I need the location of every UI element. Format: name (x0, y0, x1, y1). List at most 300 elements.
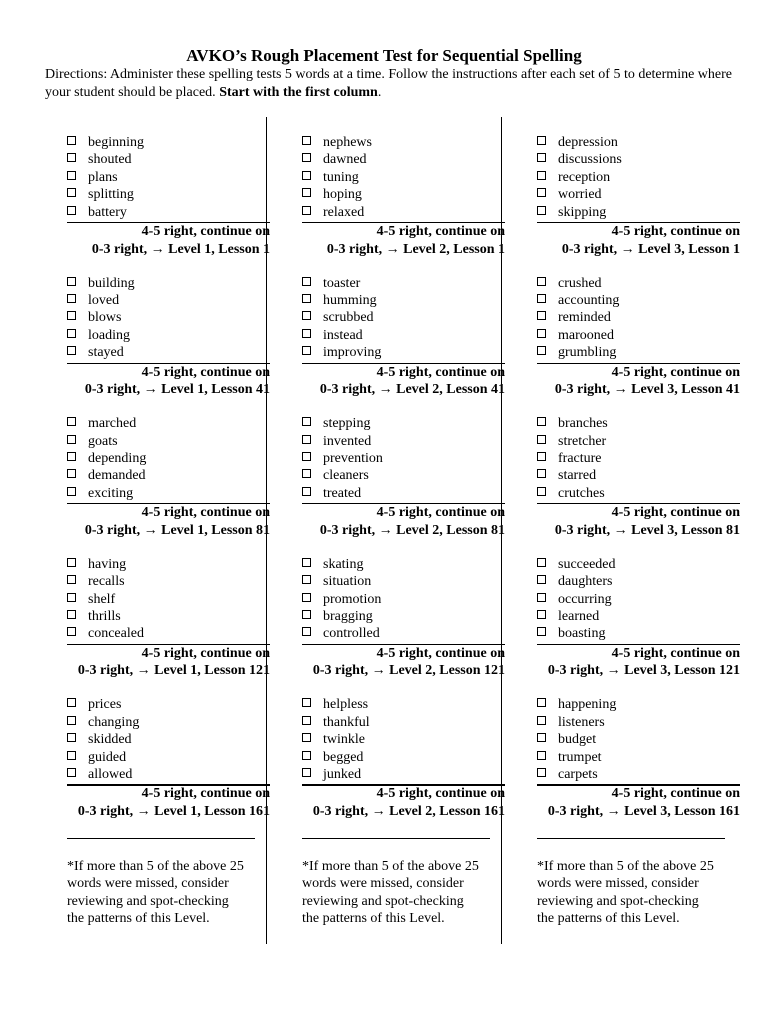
spelling-word: marched (88, 416, 137, 432)
word-item (537, 714, 740, 731)
word-list (515, 134, 740, 221)
word-item (537, 309, 740, 326)
word-item (67, 591, 270, 608)
result-prefix: 0-3 right, (319, 522, 376, 538)
directions-emphasis: Start with the first column (219, 84, 378, 100)
right-arrow-icon: → (613, 382, 628, 398)
continue-instruction: 4-5 right, continue on (141, 786, 270, 802)
checkbox-icon[interactable] (67, 558, 76, 567)
checkbox-icon[interactable] (302, 469, 311, 478)
word-list (280, 134, 505, 221)
right-arrow-icon: → (150, 241, 165, 257)
checkbox-icon[interactable] (537, 627, 546, 636)
continue-instruction: 4-5 right, continue on (611, 786, 740, 802)
word-list (515, 275, 740, 362)
word-item (302, 275, 505, 292)
spelling-word: dawned (323, 152, 367, 168)
word-item (67, 467, 270, 484)
checkbox-icon[interactable] (302, 751, 311, 760)
spelling-word: begged (323, 749, 364, 765)
checkbox-icon[interactable] (537, 593, 546, 602)
checkbox-icon[interactable] (302, 610, 311, 619)
spelling-word: goats (88, 433, 118, 449)
footer-divider (537, 838, 725, 839)
checkbox-icon[interactable] (302, 487, 311, 496)
word-item (537, 292, 740, 309)
checkbox-icon[interactable] (537, 698, 546, 707)
word-item (302, 415, 505, 432)
placement-level: Level 1, Lesson 121 (154, 663, 270, 679)
spelling-word: listeners (558, 714, 605, 730)
placement-instruction (78, 662, 270, 679)
word-item (537, 151, 740, 168)
spelling-word: treated (323, 485, 362, 501)
word-item (537, 467, 740, 484)
word-set (45, 415, 270, 556)
word-item (537, 608, 740, 625)
right-arrow-icon: → (371, 663, 386, 679)
word-item (302, 151, 505, 168)
spelling-word: situation (323, 574, 372, 590)
word-item (537, 415, 740, 432)
checkbox-icon[interactable] (67, 593, 76, 602)
checkbox-icon[interactable] (537, 417, 546, 426)
word-item (302, 696, 505, 713)
checkbox-icon[interactable] (302, 346, 311, 355)
right-arrow-icon: → (620, 241, 635, 257)
checkbox-icon[interactable] (537, 733, 546, 742)
spelling-word: crutches (558, 485, 605, 501)
word-list (280, 556, 505, 643)
checkbox-icon[interactable] (302, 435, 311, 444)
spelling-word: branches (558, 416, 608, 432)
checkbox-icon[interactable] (302, 768, 311, 777)
checkbox-icon[interactable] (302, 136, 311, 145)
word-item (67, 186, 270, 203)
spelling-word: fracture (558, 450, 602, 466)
word-list (45, 556, 270, 643)
spelling-word: happening (558, 697, 617, 713)
checkbox-icon[interactable] (67, 751, 76, 760)
word-item (302, 204, 505, 221)
checkbox-icon[interactable] (67, 487, 76, 496)
spelling-word: depression (558, 135, 618, 150)
spelling-word: allowed (88, 766, 133, 782)
checkbox-icon[interactable] (537, 469, 546, 478)
checkbox-icon[interactable] (537, 136, 546, 145)
placement-instruction (85, 381, 270, 398)
spelling-word: occurring (558, 591, 612, 607)
spelling-word: skidded (88, 732, 132, 748)
continue-instruction: 4-5 right, continue on (611, 224, 740, 239)
spelling-word: trumpet (558, 749, 602, 765)
checkbox-icon[interactable] (67, 768, 76, 777)
spelling-word: thankful (323, 714, 370, 730)
word-set (515, 556, 740, 697)
word-item (302, 134, 505, 151)
test-column-3 (515, 134, 740, 837)
checkbox-icon[interactable] (67, 610, 76, 619)
result-prefix: 0-3 right, (77, 803, 134, 819)
word-set (45, 696, 270, 837)
continue-instruction: 4-5 right, continue on (141, 505, 270, 521)
placement-instruction (320, 381, 505, 398)
checkbox-icon[interactable] (67, 417, 76, 426)
continue-instruction: 4-5 right, continue on (611, 364, 740, 380)
placement-level: Level 3, Lesson 81 (631, 522, 740, 538)
placement-instruction (320, 522, 505, 539)
right-arrow-icon: → (136, 663, 151, 679)
checkbox-icon[interactable] (67, 153, 76, 162)
word-item (67, 485, 270, 502)
checkbox-icon[interactable] (302, 716, 311, 725)
spelling-word: helpless (323, 697, 369, 713)
word-item (302, 556, 505, 573)
word-item (537, 327, 740, 344)
spelling-word: scrubbed (323, 310, 374, 326)
checkbox-icon[interactable] (537, 487, 546, 496)
word-item (67, 608, 270, 625)
word-item (537, 344, 740, 361)
placement-level: Level 3, Lesson 161 (624, 803, 740, 819)
spelling-word: beginning (88, 135, 144, 150)
right-arrow-icon: → (613, 522, 628, 538)
word-item (537, 573, 740, 590)
word-item (537, 275, 740, 292)
continue-instruction: 4-5 right, continue on (376, 505, 505, 521)
word-item (537, 186, 740, 203)
spelling-word: hoping (323, 187, 362, 203)
checkbox-icon[interactable] (537, 329, 546, 338)
right-arrow-icon: → (136, 803, 151, 819)
spelling-word: recalls (88, 574, 125, 590)
spelling-word: toaster (323, 275, 361, 291)
continue-instruction: 4-5 right, continue on (376, 364, 505, 380)
word-set (280, 696, 505, 837)
word-set (45, 275, 270, 416)
spelling-word: discussions (558, 152, 622, 168)
checkbox-icon[interactable] (67, 452, 76, 461)
word-list (280, 696, 505, 783)
word-list (515, 415, 740, 502)
checkbox-icon[interactable] (302, 558, 311, 567)
checkbox-icon[interactable] (537, 558, 546, 567)
word-list (515, 696, 740, 783)
spelling-word: bragging (323, 608, 373, 624)
word-item (302, 433, 505, 450)
word-item (537, 485, 740, 502)
right-arrow-icon: → (143, 382, 158, 398)
word-item (67, 573, 270, 590)
checkbox-icon[interactable] (302, 417, 311, 426)
spelling-word: accounting (558, 292, 620, 308)
checkbox-icon[interactable] (537, 346, 546, 355)
spelling-word: junked (323, 766, 362, 782)
spelling-word: worried (558, 187, 602, 203)
checkbox-icon[interactable] (537, 452, 546, 461)
checkbox-icon[interactable] (302, 329, 311, 338)
word-item (302, 731, 505, 748)
checkbox-icon[interactable] (537, 435, 546, 444)
checkbox-icon[interactable] (302, 627, 311, 636)
word-list (45, 415, 270, 502)
word-item (67, 344, 270, 361)
checkbox-icon[interactable] (302, 188, 311, 197)
word-item (302, 344, 505, 361)
word-item (67, 714, 270, 731)
checkbox-icon[interactable] (67, 733, 76, 742)
placement-level: Level 3, Lesson 1 (638, 241, 740, 257)
spelling-word: carpets (558, 766, 598, 782)
spelling-word: tuning (323, 169, 359, 185)
placement-level: Level 2, Lesson 41 (396, 382, 505, 398)
result-prefix: 0-3 right, (554, 382, 611, 398)
continue-instruction: 4-5 right, continue on (141, 224, 270, 239)
word-item (537, 450, 740, 467)
placement-level: Level 2, Lesson 121 (389, 663, 505, 679)
checkbox-icon[interactable] (302, 171, 311, 180)
spelling-word: exciting (88, 485, 134, 501)
spelling-word: cleaners (323, 468, 369, 484)
placement-instruction (313, 662, 505, 679)
spelling-word: splitting (88, 187, 134, 203)
placement-level: Level 1, Lesson 81 (161, 522, 270, 538)
checkbox-icon[interactable] (302, 698, 311, 707)
checkbox-icon[interactable] (537, 751, 546, 760)
spelling-word: stretcher (558, 433, 607, 449)
placement-level: Level 1, Lesson 161 (154, 803, 270, 819)
placement-instruction (548, 662, 740, 679)
test-column-2 (280, 134, 505, 837)
review-note: *If more than 5 of the above 25 words were missed, consider reviewing and spot-checking the patterns of this Level. (67, 859, 244, 927)
placement-level: Level 3, Lesson 121 (624, 663, 740, 679)
result-prefix: 0-3 right, (554, 522, 611, 538)
result-prefix: 0-3 right, (561, 241, 618, 257)
word-set (45, 134, 270, 275)
right-arrow-icon: → (606, 803, 621, 819)
word-item (67, 731, 270, 748)
word-item (537, 731, 740, 748)
result-prefix: 0-3 right, (77, 663, 134, 679)
word-item (302, 591, 505, 608)
continue-instruction: 4-5 right, continue on (376, 645, 505, 661)
directions-end: . (377, 84, 382, 100)
checkbox-icon[interactable] (67, 469, 76, 478)
placement-instruction (327, 241, 505, 258)
spelling-word: concealed (88, 626, 144, 642)
spelling-word: having (88, 556, 127, 572)
placement-level: Level 2, Lesson 1 (403, 241, 505, 257)
checkbox-icon[interactable] (67, 188, 76, 197)
spelling-word: nephews (323, 135, 372, 150)
word-item (67, 625, 270, 642)
placement-level: Level 1, Lesson 1 (168, 241, 270, 257)
spelling-word: marooned (558, 327, 614, 343)
word-item (67, 433, 270, 450)
word-item (302, 714, 505, 731)
word-list (515, 556, 740, 643)
spelling-word: invented (323, 433, 372, 449)
word-item (537, 591, 740, 608)
checkbox-icon[interactable] (537, 575, 546, 584)
checkbox-icon[interactable] (302, 733, 311, 742)
spelling-word: reminded (558, 310, 611, 326)
checkbox-icon[interactable] (302, 294, 311, 303)
checkbox-icon[interactable] (537, 610, 546, 619)
word-item (537, 204, 740, 221)
placement-level: Level 1, Lesson 41 (161, 382, 270, 398)
result-prefix: 0-3 right, (319, 382, 376, 398)
result-prefix: 0-3 right, (91, 241, 148, 257)
word-item (302, 608, 505, 625)
word-set (515, 696, 740, 837)
checkbox-icon[interactable] (302, 153, 311, 162)
word-item (302, 327, 505, 344)
checkbox-icon[interactable] (537, 153, 546, 162)
result-prefix: 0-3 right, (312, 803, 369, 819)
continue-instruction: 4-5 right, continue on (376, 224, 505, 239)
spelling-word: stepping (323, 416, 371, 432)
spelling-word: skating (323, 556, 364, 572)
footer-divider (302, 838, 490, 839)
spelling-word: learned (558, 608, 600, 624)
checkbox-icon[interactable] (67, 171, 76, 180)
checkbox-icon[interactable] (67, 294, 76, 303)
checkbox-icon[interactable] (537, 716, 546, 725)
word-list (45, 275, 270, 362)
spelling-word: loved (88, 292, 120, 308)
word-item (67, 309, 270, 326)
word-set (45, 556, 270, 697)
spelling-word: stayed (88, 345, 124, 361)
checkbox-icon[interactable] (67, 206, 76, 215)
word-set (280, 415, 505, 556)
checkbox-icon[interactable] (67, 136, 76, 145)
directions (45, 66, 735, 101)
checkbox-icon[interactable] (67, 435, 76, 444)
checkbox-icon[interactable] (302, 593, 311, 602)
spelling-word: boasting (558, 626, 606, 642)
continue-instruction: 4-5 right, continue on (141, 364, 270, 380)
footer-divider (67, 838, 255, 839)
checkbox-icon[interactable] (537, 768, 546, 777)
word-item (302, 467, 505, 484)
spelling-word: promotion (323, 591, 382, 607)
placement-level: Level 2, Lesson 161 (389, 803, 505, 819)
checkbox-icon[interactable] (67, 627, 76, 636)
word-item (302, 169, 505, 186)
word-item (302, 573, 505, 590)
checkbox-icon[interactable] (302, 311, 311, 320)
placement-instruction (555, 522, 740, 539)
spelling-word: controlled (323, 626, 380, 642)
review-note: *If more than 5 of the above 25 words were missed, consider reviewing and spot-checking the patterns of this Level. (302, 859, 479, 927)
placement-instruction (78, 803, 270, 820)
spelling-word: depending (88, 450, 147, 466)
word-item (67, 169, 270, 186)
checkbox-icon[interactable] (302, 277, 311, 286)
checkbox-icon[interactable] (302, 206, 311, 215)
result-prefix: 0-3 right, (547, 663, 604, 679)
checkbox-icon[interactable] (537, 206, 546, 215)
word-item (537, 169, 740, 186)
right-arrow-icon: → (378, 522, 393, 538)
word-list (280, 275, 505, 362)
word-item (302, 485, 505, 502)
word-item (537, 625, 740, 642)
continue-instruction: 4-5 right, continue on (141, 645, 270, 661)
checkbox-icon[interactable] (67, 329, 76, 338)
result-prefix: 0-3 right, (547, 803, 604, 819)
spelling-word: relaxed (323, 204, 365, 220)
word-item (302, 292, 505, 309)
checkbox-icon[interactable] (67, 698, 76, 707)
placement-instruction (562, 241, 740, 258)
word-item (67, 696, 270, 713)
word-item (302, 766, 505, 783)
result-prefix: 0-3 right, (84, 522, 141, 538)
word-item (302, 309, 505, 326)
checkbox-icon[interactable] (537, 277, 546, 286)
spelling-word: blows (88, 310, 122, 326)
checkbox-icon[interactable] (67, 346, 76, 355)
checkbox-icon[interactable] (302, 452, 311, 461)
spelling-word: building (88, 275, 135, 291)
checkbox-icon[interactable] (537, 294, 546, 303)
spelling-word: instead (323, 327, 363, 343)
checkbox-icon[interactable] (537, 188, 546, 197)
word-set (280, 134, 505, 275)
spelling-word: demanded (88, 468, 146, 484)
spelling-word: twinkle (323, 732, 365, 748)
checkbox-icon[interactable] (302, 575, 311, 584)
continue-instruction: 4-5 right, continue on (376, 786, 505, 802)
checkbox-icon[interactable] (67, 716, 76, 725)
word-set (515, 134, 740, 275)
word-item (302, 186, 505, 203)
continue-instruction: 4-5 right, continue on (611, 645, 740, 661)
word-item (537, 433, 740, 450)
placement-instruction (313, 803, 505, 820)
spelling-word: succeeded (558, 556, 616, 572)
placement-level: Level 2, Lesson 81 (396, 522, 505, 538)
word-item (67, 415, 270, 432)
checkbox-icon[interactable] (67, 575, 76, 584)
directions-text: Directions: Administer these spelling tests 5 words at a time. Follow the instructions after each set of 5 to determine where your student should be placed. (45, 67, 733, 100)
word-item (67, 327, 270, 344)
placement-instruction (548, 803, 740, 820)
spelling-word: crushed (558, 275, 602, 291)
word-item (537, 696, 740, 713)
continue-instruction: 4-5 right, continue on (611, 505, 740, 521)
page-title: AVKO’s Rough Placement Test for Sequential Spelling (186, 46, 582, 65)
word-item (67, 556, 270, 573)
placement-instruction (85, 522, 270, 539)
spelling-word: prevention (323, 450, 383, 466)
spelling-word: thrills (88, 608, 121, 624)
word-set (280, 275, 505, 416)
spelling-word: skipping (558, 204, 607, 220)
placement-instruction (555, 381, 740, 398)
word-list (45, 134, 270, 221)
checkbox-icon[interactable] (537, 311, 546, 320)
checkbox-icon[interactable] (67, 311, 76, 320)
word-item (302, 749, 505, 766)
checkbox-icon[interactable] (67, 277, 76, 286)
checkbox-icon[interactable] (537, 171, 546, 180)
spelling-word: prices (88, 697, 122, 713)
word-item (537, 134, 740, 151)
